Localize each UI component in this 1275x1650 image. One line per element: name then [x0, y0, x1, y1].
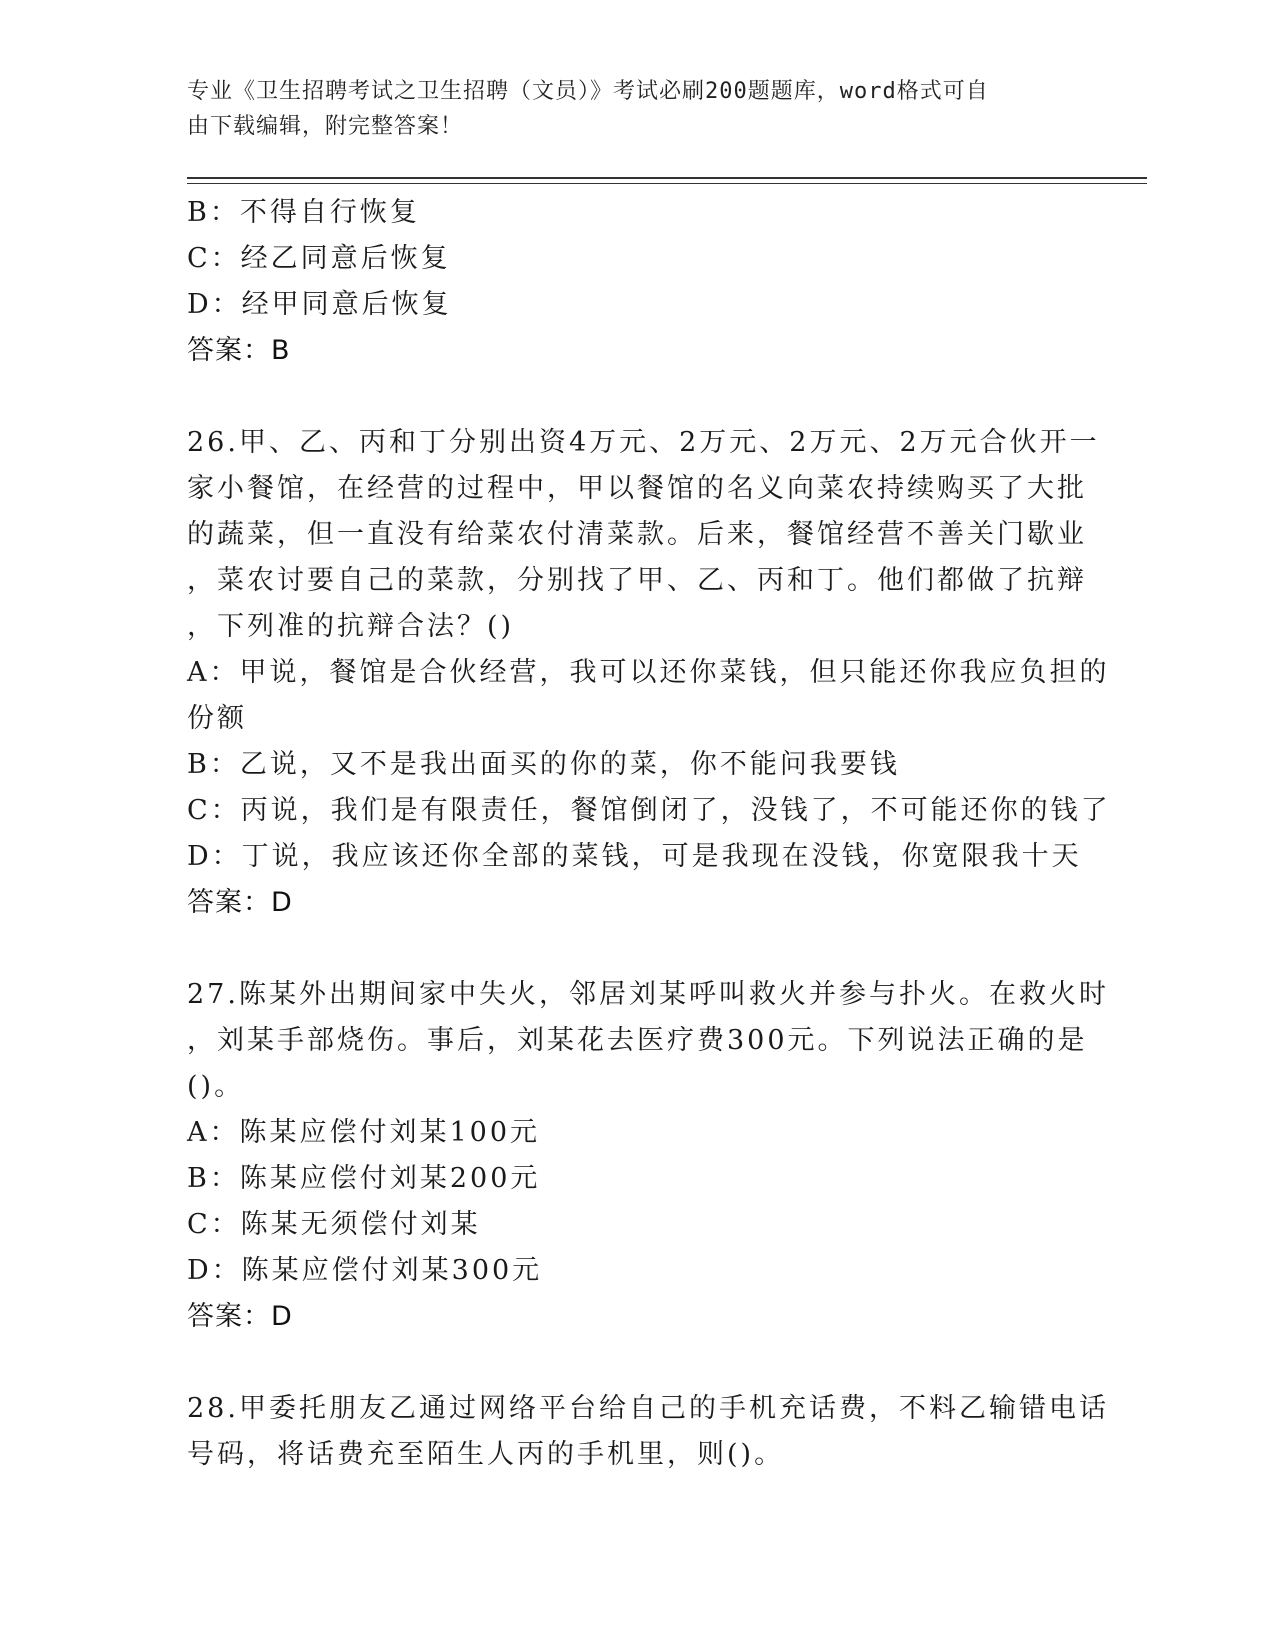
option-d: D：陈某应偿付刘某300元 — [187, 1255, 543, 1286]
question-stem-line: 26.甲、乙、丙和丁分别出资4万元、2万元、2万元、2万元合伙开一 — [187, 427, 1100, 458]
question-stem-line: 28.甲委托朋友乙通过网络平台给自己的手机充话费，不料乙输错电话 — [187, 1393, 1109, 1424]
question-stem-line: ，菜农讨要自己的菜款，分别找了甲、乙、丙和丁。他们都做了抗辩 — [187, 565, 1087, 596]
document-header — [187, 74, 1067, 144]
option-c: C：丙说，我们是有限责任，餐馆倒闭了，没钱了，不可能还你的钱了 — [187, 795, 1111, 826]
question-stem-line: ，刘某手部烧伤。事后，刘某花去医疗费300元。下列说法正确的是 — [187, 1025, 1088, 1056]
question-stem-line: ，下列准的抗辩合法？() — [187, 611, 515, 642]
option-c: C：陈某无须偿付刘某 — [187, 1209, 481, 1240]
option-a: A：陈某应偿付刘某100元 — [187, 1117, 541, 1148]
answer-line: 答案：B — [187, 335, 291, 366]
answer-line: 答案：D — [187, 1301, 293, 1332]
option-a-continued: 份额 — [187, 703, 247, 734]
question-stem-line: 的蔬菜，但一直没有给菜农付清菜款。后来，餐馆经营不善关门歇业 — [187, 519, 1087, 550]
question-content — [187, 190, 1111, 1478]
question-26 — [187, 420, 1111, 926]
question-stem-line: 号码，将话费充至陌生人丙的手机里，则()。 — [187, 1439, 785, 1470]
option-d: D：丁说，我应该还你全部的菜钱，可是我现在没钱，你宽限我十天 — [187, 841, 1082, 872]
header-line-2: 由下载编辑，附完整答案！ — [187, 114, 464, 139]
answer-line: 答案：D — [187, 887, 293, 918]
option-a: A：甲说，餐馆是合伙经营，我可以还你菜钱，但只能还你我应负担的 — [187, 657, 1110, 688]
option-b: B：乙说，又不是我出面买的你的菜，你不能问我要钱 — [187, 749, 900, 780]
option-d: D：经甲同意后恢复 — [187, 289, 452, 320]
header-divider — [187, 177, 1147, 184]
question-stem-line: 家小餐馆，在经营的过程中，甲以餐馆的名义向菜农持续购买了大批 — [187, 473, 1087, 504]
question-27 — [187, 972, 1109, 1340]
option-c: C：经乙同意后恢复 — [187, 243, 451, 274]
question-stem-line: 27.陈某外出期间家中失火，邻居刘某呼叫救火并参与扑火。在救火时 — [187, 979, 1109, 1010]
option-b: B：陈某应偿付刘某200元 — [187, 1163, 541, 1194]
header-line-1: 专业《卫生招聘考试之卫生招聘（文员）》考试必刷200题题库，word格式可自 — [187, 79, 989, 104]
option-b: B：不得自行恢复 — [187, 197, 420, 228]
question-stem-line: ()。 — [187, 1071, 245, 1102]
question-25-tail — [187, 190, 1087, 374]
question-28 — [187, 1386, 1109, 1478]
